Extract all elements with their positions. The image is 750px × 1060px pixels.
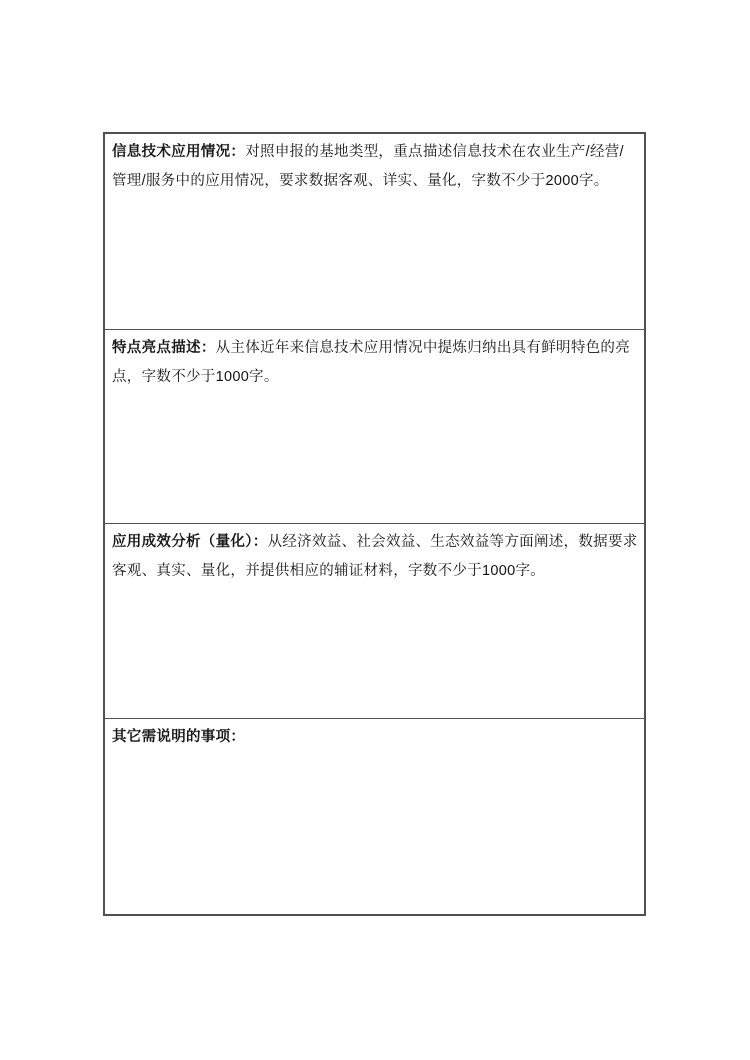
table-row bbox=[104, 524, 645, 719]
row-colon: ： bbox=[200, 340, 216, 356]
row-colon: ： bbox=[230, 144, 246, 160]
application-form-table bbox=[103, 132, 646, 916]
table-row bbox=[104, 719, 645, 916]
table-cell-other-notes bbox=[104, 719, 645, 916]
row-colon: ： bbox=[230, 729, 246, 745]
row-label: 应用成效分析（量化） bbox=[112, 534, 253, 550]
row-label: 其它需说明的事项 bbox=[112, 729, 231, 745]
table-row bbox=[104, 330, 645, 524]
table-cell-it-application bbox=[104, 133, 645, 330]
row-description: 对照申报的基地类型，重点描述信息技术在农业生产/经营/管理/服务中的应用情况，要求数据客观、详实、量化，字数不少于2000字。 bbox=[112, 144, 624, 189]
row-description: 从主体近年来信息技术应用情况中提炼归纳出具有鲜明特色的亮点，字数不少于1000字。 bbox=[112, 340, 631, 385]
row-label: 信息技术应用情况 bbox=[112, 144, 231, 160]
table-cell-effect-analysis bbox=[104, 524, 645, 719]
row-description: 从经济效益、社会效益、生态效益等方面阐述，数据要求客观、真实、量化，并提供相应的辅证材料，字数不少于1000字。 bbox=[112, 534, 638, 579]
table-cell-highlights bbox=[104, 330, 645, 524]
table-row bbox=[104, 133, 645, 330]
row-colon: ： bbox=[252, 534, 268, 550]
row-label: 特点亮点描述 bbox=[112, 340, 201, 356]
